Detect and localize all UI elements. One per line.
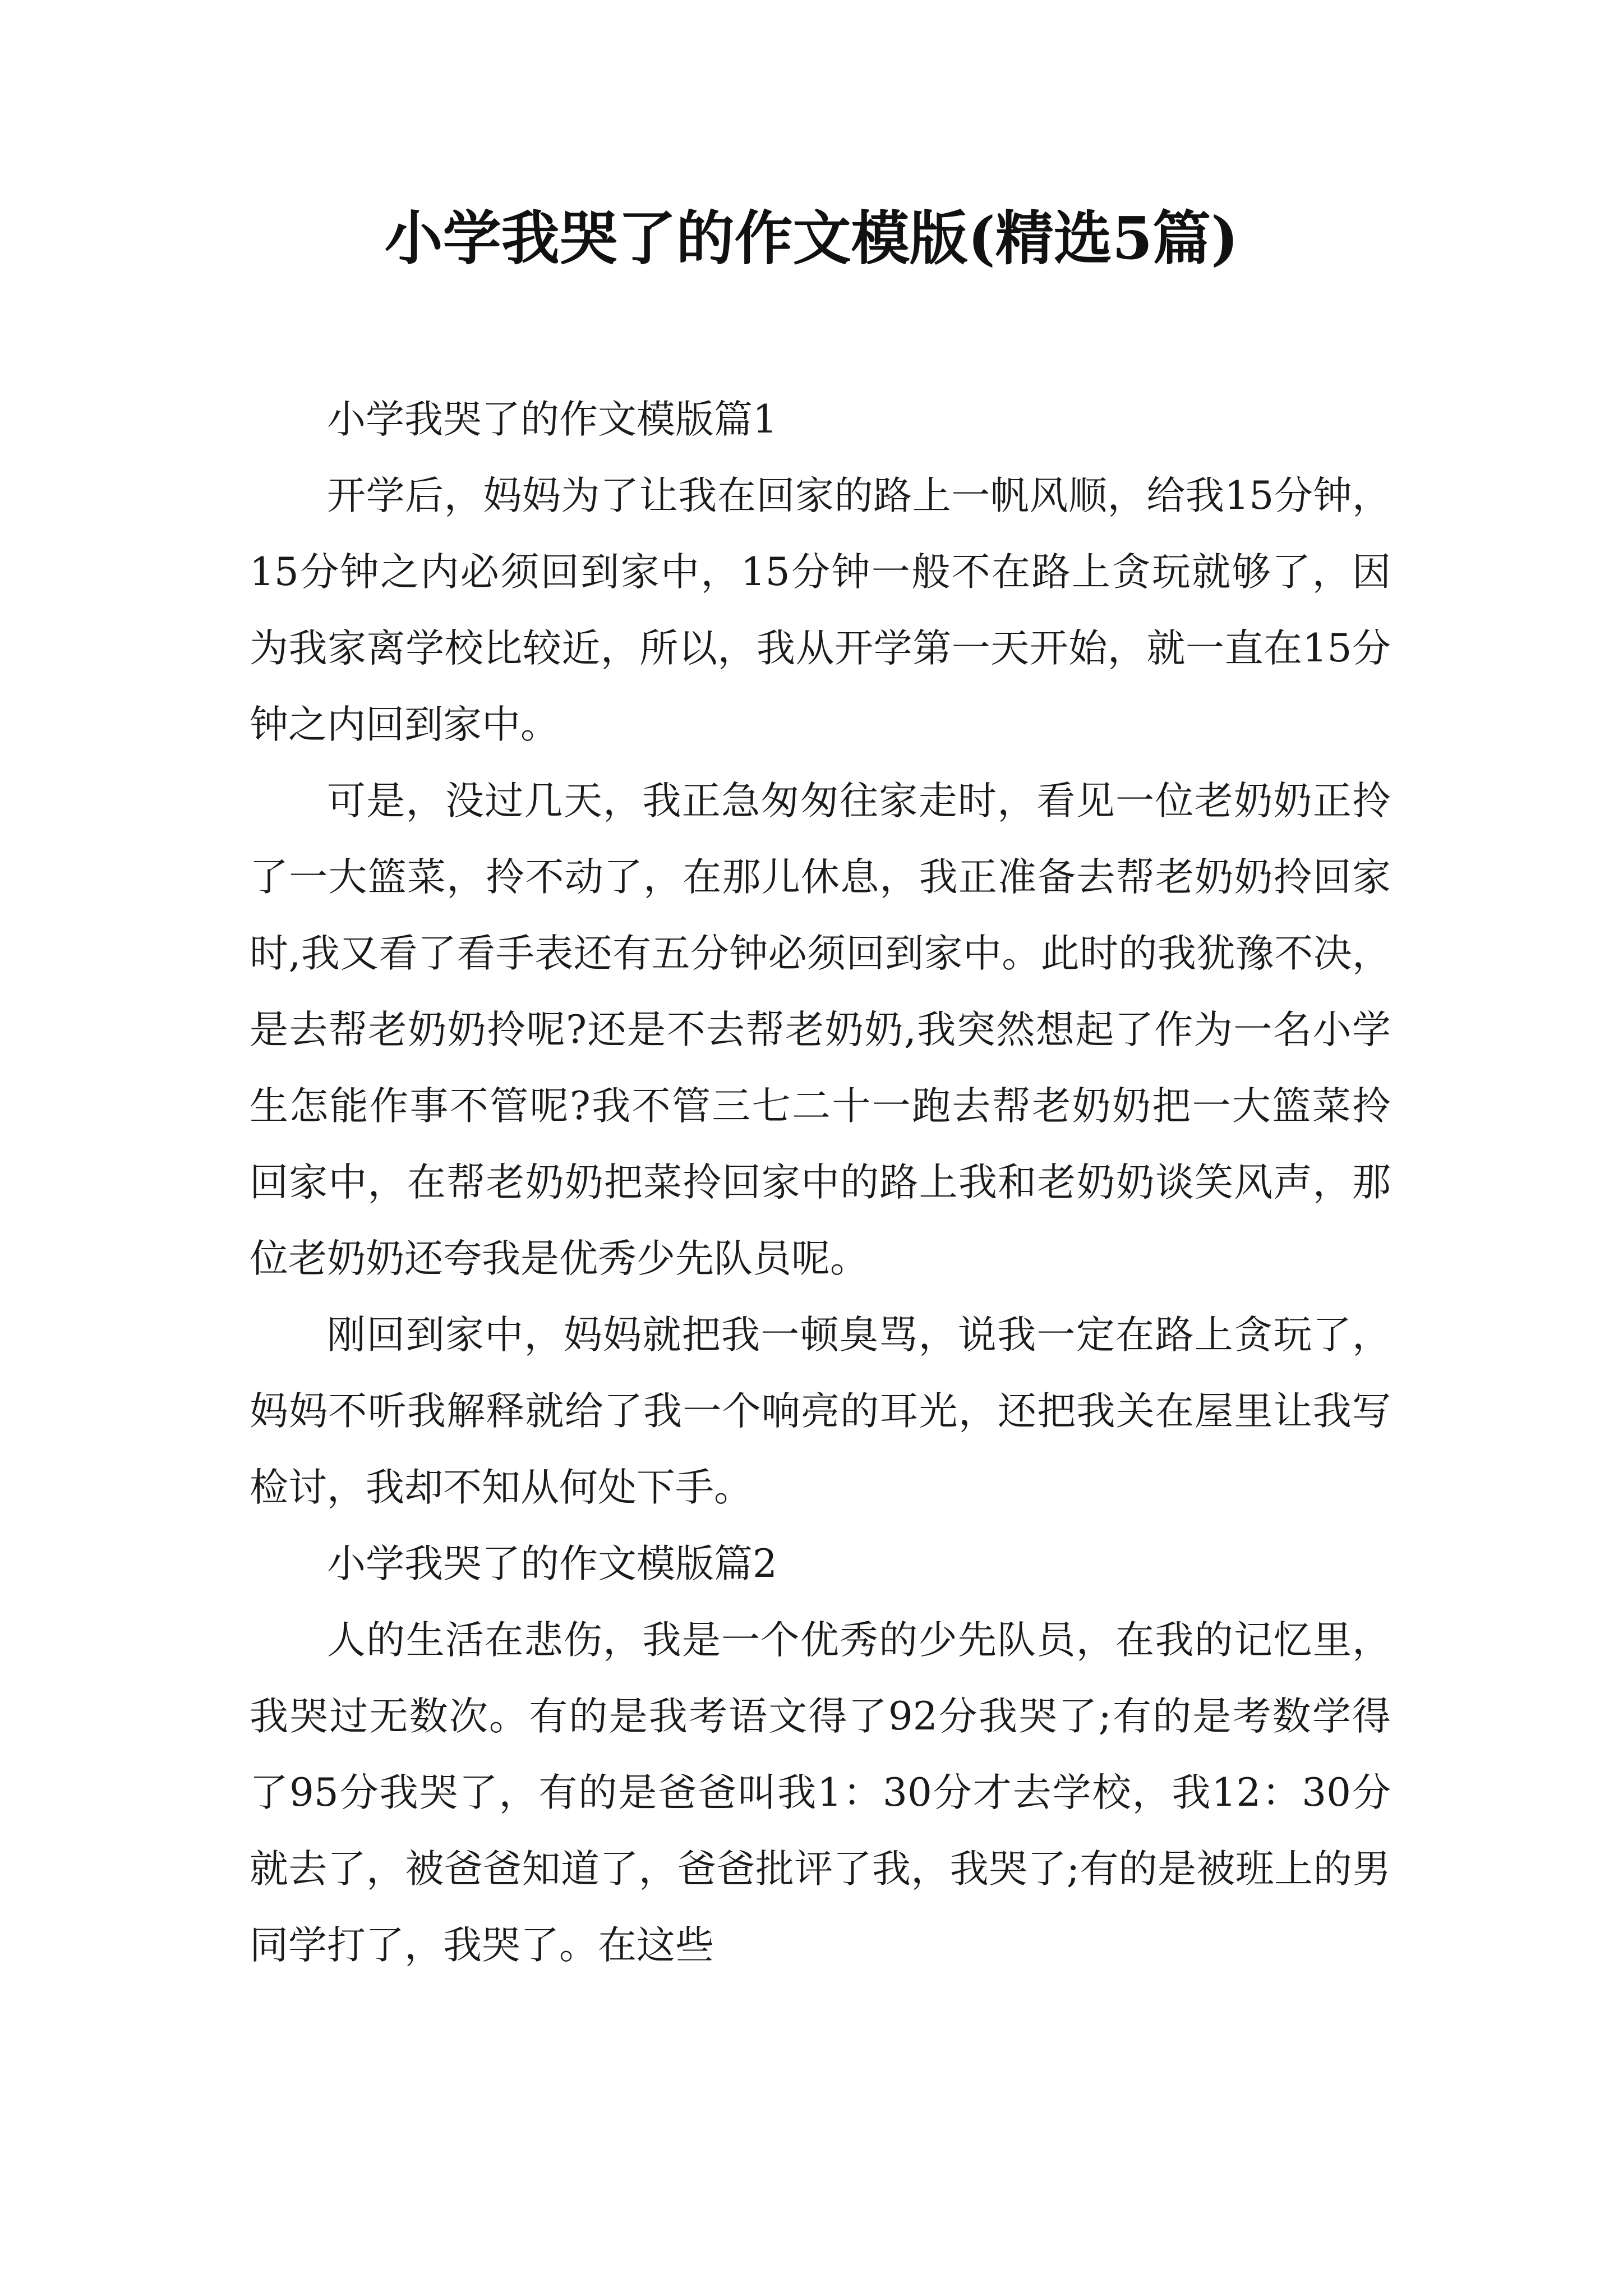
paragraph: 刚回到家中，妈妈就把我一顿臭骂，说我一定在路上贪玩了，妈妈不听我解释就给了我一个响亮的耳光，还把我关在屋里让我写检讨，我却不知从何处下手。 <box>250 1313 1391 1510</box>
section-heading: 小学我哭了的作文模版篇1 <box>327 397 777 442</box>
document-title: 小学我哭了的作文模版(精选5篇) <box>384 204 1239 273</box>
paragraph: 开学后，妈妈为了让我在回家的路上一帆风顺，给我15分钟，15分钟之内必须回到家中，15分钟一般不在路上贪玩就够了，因为我家离学校比较近，所以，我从开学第一天开始，就一直在15分钟之内回到家中。 <box>250 473 1391 747</box>
document-body <box>250 381 1391 1984</box>
paragraph: 人的生活在悲伤，我是一个优秀的少先队员，在我的记忆里，我哭过无数次。有的是我考语文得了92分我哭了;有的是考数学得了95分我哭了，有的是爸爸叫我1：30分才去学校，我12：30分就去了，被爸爸知道了，爸爸批评了我，我哭了;有的是被班上的男同学打了，我哭了。在这些 <box>250 1618 1391 1968</box>
section-heading: 小学我哭了的作文模版篇2 <box>327 1542 777 1586</box>
paragraph: 可是，没过几天，我正急匆匆往家走时，看见一位老奶奶正拎了一大篮菜，拎不动了，在那儿休息，我正准备去帮老奶奶拎回家时,我又看了看手表还有五分钟必须回到家中。此时的我犹豫不决，是去帮老奶奶拎呢?还是不去帮老奶奶,我突然想起了作为一名小学生怎能作事不管呢?我不管三七二十一跑去帮老奶奶把一大篮菜拎回家中，在帮老奶奶把菜拎回家中的路上我和老奶奶谈笑风声，那位老奶奶还夸我是优秀少先队员呢。 <box>250 779 1391 1281</box>
